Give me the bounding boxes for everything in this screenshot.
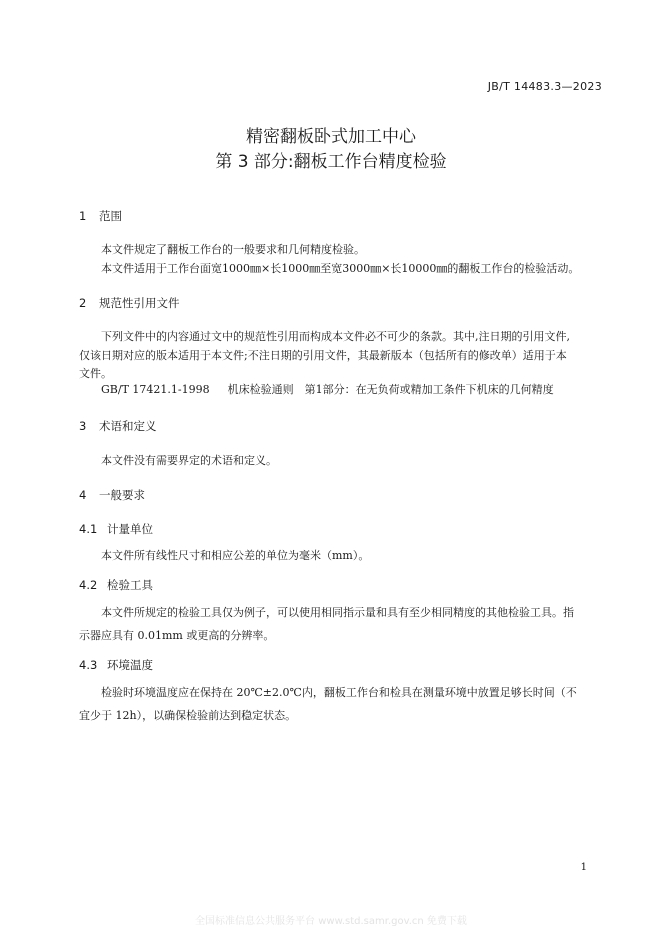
subsection-heading-tools — [79, 577, 153, 593]
footer-watermark: 全国标准信息公共服务平台 www.std.samr.gov.cn 免费下载 — [195, 916, 467, 927]
subsection-title: 检验工具 — [107, 578, 153, 592]
section-number: 4 — [79, 488, 87, 502]
paragraph-line: 仅该日期对应的版本适用于本文件;不注日期的引用文件，其最新版本（包括所有的修改单）适用于本 — [79, 349, 567, 362]
subsection-number: 4.1 — [79, 522, 98, 536]
section-title: 术语和定义 — [99, 419, 157, 433]
section-number: 1 — [79, 209, 87, 223]
document-title-line2: 第 3 部分:翻板工作台精度检验 — [215, 152, 447, 172]
paragraph-line: 宜少于 12h），以确保检验前达到稳定状态。 — [79, 709, 297, 722]
section-heading-scope — [79, 208, 122, 224]
section-heading-terms — [79, 418, 157, 434]
paragraph-line: 本文件所规定的检验工具仅为例子，可以使用相同指示量和具有至少相同精度的其他检验工具。指 — [101, 606, 574, 619]
section-number: 2 — [79, 296, 87, 310]
paragraph: 本文件没有需要界定的术语和定义。 — [101, 454, 277, 467]
subsection-heading-units — [79, 521, 153, 537]
subsection-title: 计量单位 — [107, 522, 153, 536]
paragraph-line: 下列文件中的内容通过文中的规范性引用而构成本文件必不可少的条款。其中,注日期的引用文件, — [101, 330, 570, 343]
page-number: 1 — [580, 862, 587, 873]
section-title: 一般要求 — [99, 488, 145, 502]
section-title: 范围 — [99, 209, 122, 223]
paragraph-line: 检验时环境温度应在保持在 20℃±2.0℃内，翻板工作台和检具在测量环境中放置足够长时间（不 — [101, 686, 577, 699]
paragraph: 本文件规定了翻板工作台的一般要求和几何精度检验。 — [101, 243, 365, 256]
section-heading-general-requirements — [79, 487, 145, 503]
subsection-number: 4.3 — [79, 658, 98, 672]
subsection-number: 4.2 — [79, 578, 98, 592]
section-heading-normative-references — [79, 295, 180, 311]
reference-title: 机床检验通则 第1部分：在无负荷或精加工条件下机床的几何精度 — [227, 383, 554, 396]
section-number: 3 — [79, 419, 87, 433]
paragraph: 本文件适用于工作台面宽1000㎜×长1000㎜至宽3000㎜×长10000㎜的翻板工作台的检验活动。 — [101, 262, 580, 275]
reference-entry — [101, 380, 621, 399]
document-title-line1: 精密翻板卧式加工中心 — [246, 127, 416, 147]
reference-code: GB/T 17421.1-1998 — [101, 383, 210, 396]
paragraph: 本文件所有线性尺寸和相应公差的单位为毫米（mm）。 — [101, 549, 370, 562]
paragraph-line: 文件。 — [79, 367, 112, 380]
subsection-title: 环境温度 — [107, 658, 153, 672]
section-title: 规范性引用文件 — [99, 296, 180, 310]
subsection-heading-temperature — [79, 657, 153, 673]
standard-number: JB/T 14483.3—2023 — [487, 80, 602, 93]
paragraph-line: 示器应具有 0.01mm 或更高的分辨率。 — [79, 629, 275, 642]
